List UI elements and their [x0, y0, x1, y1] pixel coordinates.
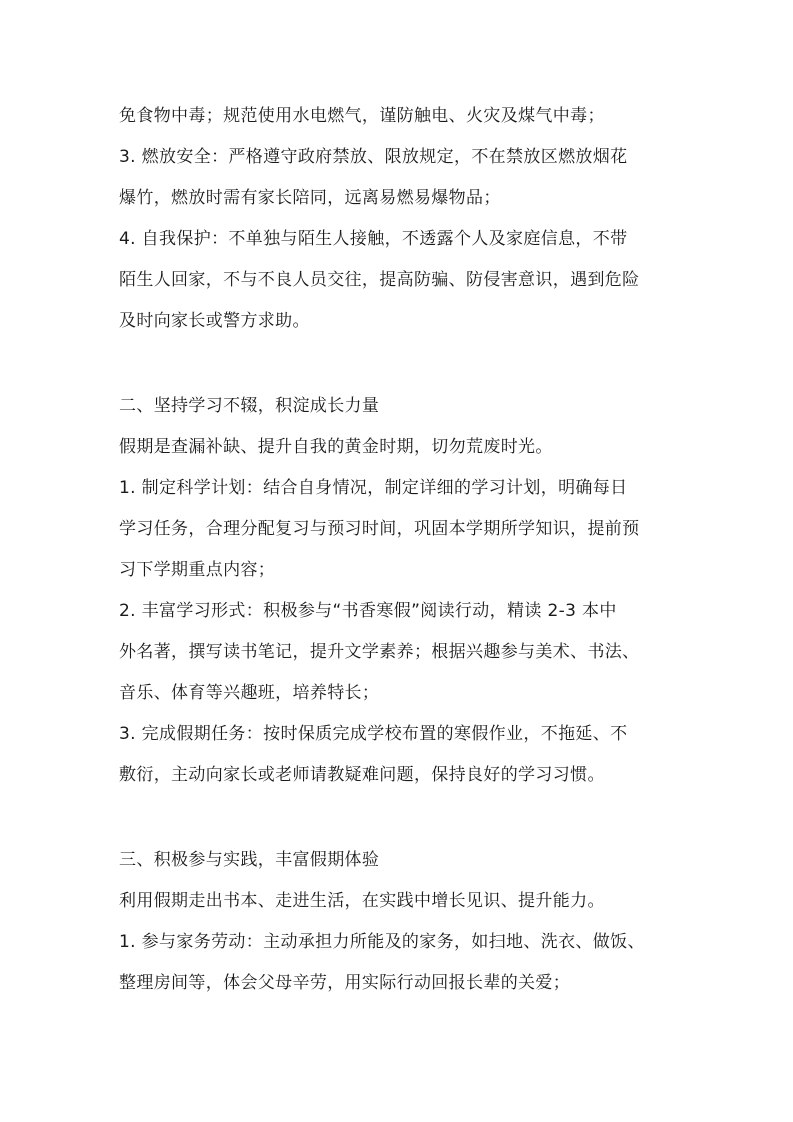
text-line: 假期是查漏补缺、提升自我的黄金时期，切勿荒废时光。: [119, 437, 553, 457]
section-heading-3: 三、积极参与实践，丰富假期体验: [119, 850, 380, 870]
list-item-1-line: 1. 制定科学计划：结合自身情况，制定详细的学习计划，明确每日: [119, 478, 628, 498]
text-line: 外名著，撰写读书笔记，提升文学素养；根据兴趣参与美术、书法、: [119, 642, 640, 662]
text-line: 学习任务，合理分配复习与预习时间，巩固本学期所学知识，提前预: [119, 519, 640, 539]
list-item-1-line: 1. 参与家务劳动：主动承担力所能及的家务，如扫地、洗衣、做饭、: [119, 932, 645, 952]
text-line: 爆竹，燃放时需有家长陪同，远离易燃易爆物品；: [119, 188, 501, 208]
text-line: 音乐、体育等兴趣班，培养特长；: [119, 683, 380, 703]
list-item-2-line: 2. 丰富学习形式：积极参与“书香寒假”阅读行动，精读 2-3 本中: [119, 601, 617, 621]
text-line: 及时向家长或警方求助。: [119, 311, 310, 331]
text-line: 整理房间等，体会父母辛劳，用实际行动回报长辈的关爱；: [119, 973, 571, 993]
list-item-3-line: 3. 完成假期任务：按时保质完成学校布置的寒假作业，不拖延、不: [119, 724, 628, 744]
text-line: 陌生人回家，不与不良人员交往，提高防骗、防侵害意识，遇到危险: [119, 270, 640, 290]
text-line: 利用假期走出书本、走进生活，在实践中增长见识、提升能力。: [119, 891, 605, 911]
text-line: 敷衍，主动向家长或老师请教疑难问题，保持良好的学习习惯。: [119, 765, 605, 785]
text-line: 习下学期重点内容；: [119, 560, 276, 580]
list-item-3-line: 3. 燃放安全：严格遵守政府禁放、限放规定，不在禁放区燃放烟花: [119, 147, 628, 167]
text-line: 免食物中毒；规范使用水电燃气，谨防触电、火灾及煤气中毒；: [119, 106, 605, 126]
list-item-4-line: 4. 自我保护：不单独与陌生人接触，不透露个人及家庭信息，不带: [119, 229, 628, 249]
section-heading-2: 二、坚持学习不辍，积淀成长力量: [119, 396, 380, 416]
